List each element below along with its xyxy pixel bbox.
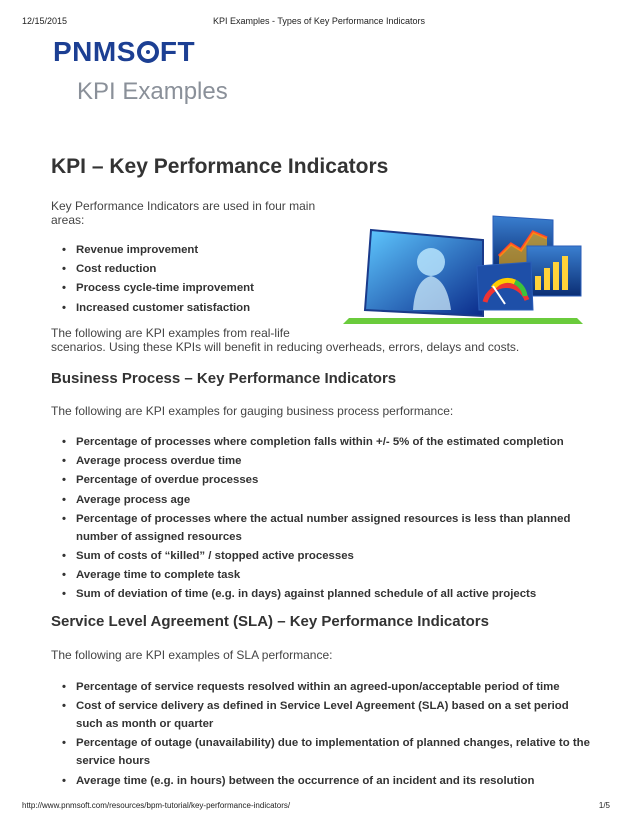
intro-lead-line2: areas: bbox=[51, 213, 85, 227]
list-item: • Percentage of processes where the actual number assigned resources is less than planned number of assigned resources bbox=[62, 510, 592, 546]
logo-text-s: S bbox=[116, 36, 136, 67]
sla-kpi-list bbox=[62, 678, 592, 791]
list-item: • Sum of costs of “killed” / stopped active processes bbox=[62, 547, 592, 565]
list-item: • Percentage of outage (unavailability) due to implementation of planned changes, relative to the service hours bbox=[62, 734, 592, 770]
intro-follow-line1: The following are KPI examples from real-life bbox=[51, 326, 290, 340]
list-item: • Average process age bbox=[62, 491, 592, 509]
list-item: • Cost reduction bbox=[62, 260, 592, 278]
page-number: 1/5 bbox=[598, 801, 610, 810]
logo-text-suffix: FT bbox=[159, 36, 196, 67]
section-title: KPI Examples bbox=[77, 78, 228, 105]
list-item: • Revenue improvement bbox=[62, 241, 592, 259]
list-item: • Increased customer satisfaction bbox=[62, 299, 592, 317]
business-lead: The following are KPI examples for gauging business process performance: bbox=[51, 404, 454, 418]
kpi-dashboard-illustration bbox=[343, 210, 583, 328]
print-date: 12/15/2015 bbox=[22, 16, 68, 26]
list-item: • Cost of service delivery as defined in Service Level Agreement (SLA) based on a set period such as month or quarter bbox=[62, 697, 592, 733]
list-item: • Percentage of service requests resolved within an agreed-upon/acceptable period of time bbox=[62, 678, 592, 696]
sla-section-title: Service Level Agreement (SLA) – Key Performance Indicators bbox=[51, 613, 489, 630]
list-item: • Percentage of overdue processes bbox=[62, 471, 592, 489]
list-item: • Average process overdue time bbox=[62, 452, 592, 470]
list-item: • Average time to complete task bbox=[62, 566, 592, 584]
intro-follow-line2: scenarios. Using these KPIs will benefit in reducing overheads, errors, delays and costs. bbox=[51, 340, 520, 354]
list-item: • Process cycle-time improvement bbox=[62, 279, 592, 297]
print-title: KPI Examples - Types of Key Performance Indicators bbox=[213, 16, 425, 26]
pnmsoft-logo[interactable] bbox=[53, 36, 195, 68]
footer-url[interactable]: http://www.pnmsoft.com/resources/bpm-tutorial/key-performance-indicators/ bbox=[22, 801, 291, 810]
page-title: KPI – Key Performance Indicators bbox=[51, 155, 389, 178]
intro-lead-line1: Key Performance Indicators are used in four main bbox=[51, 199, 316, 213]
logo-text-prefix: PNM bbox=[53, 36, 117, 67]
list-item: • Percentage of processes where completion falls within +/- 5% of the estimated completion bbox=[62, 433, 592, 451]
list-item: • Average time (e.g. in hours) between the occurrence of an incident and its resolution bbox=[62, 772, 592, 790]
business-section-title: Business Process – Key Performance Indicators bbox=[51, 370, 397, 387]
list-item: • Sum of deviation of time (e.g. in days) against planned schedule of all active projects bbox=[62, 585, 592, 603]
logo-o-icon bbox=[137, 41, 159, 63]
sla-lead: The following are KPI examples of SLA performance: bbox=[51, 648, 333, 662]
business-kpi-list bbox=[62, 433, 592, 605]
